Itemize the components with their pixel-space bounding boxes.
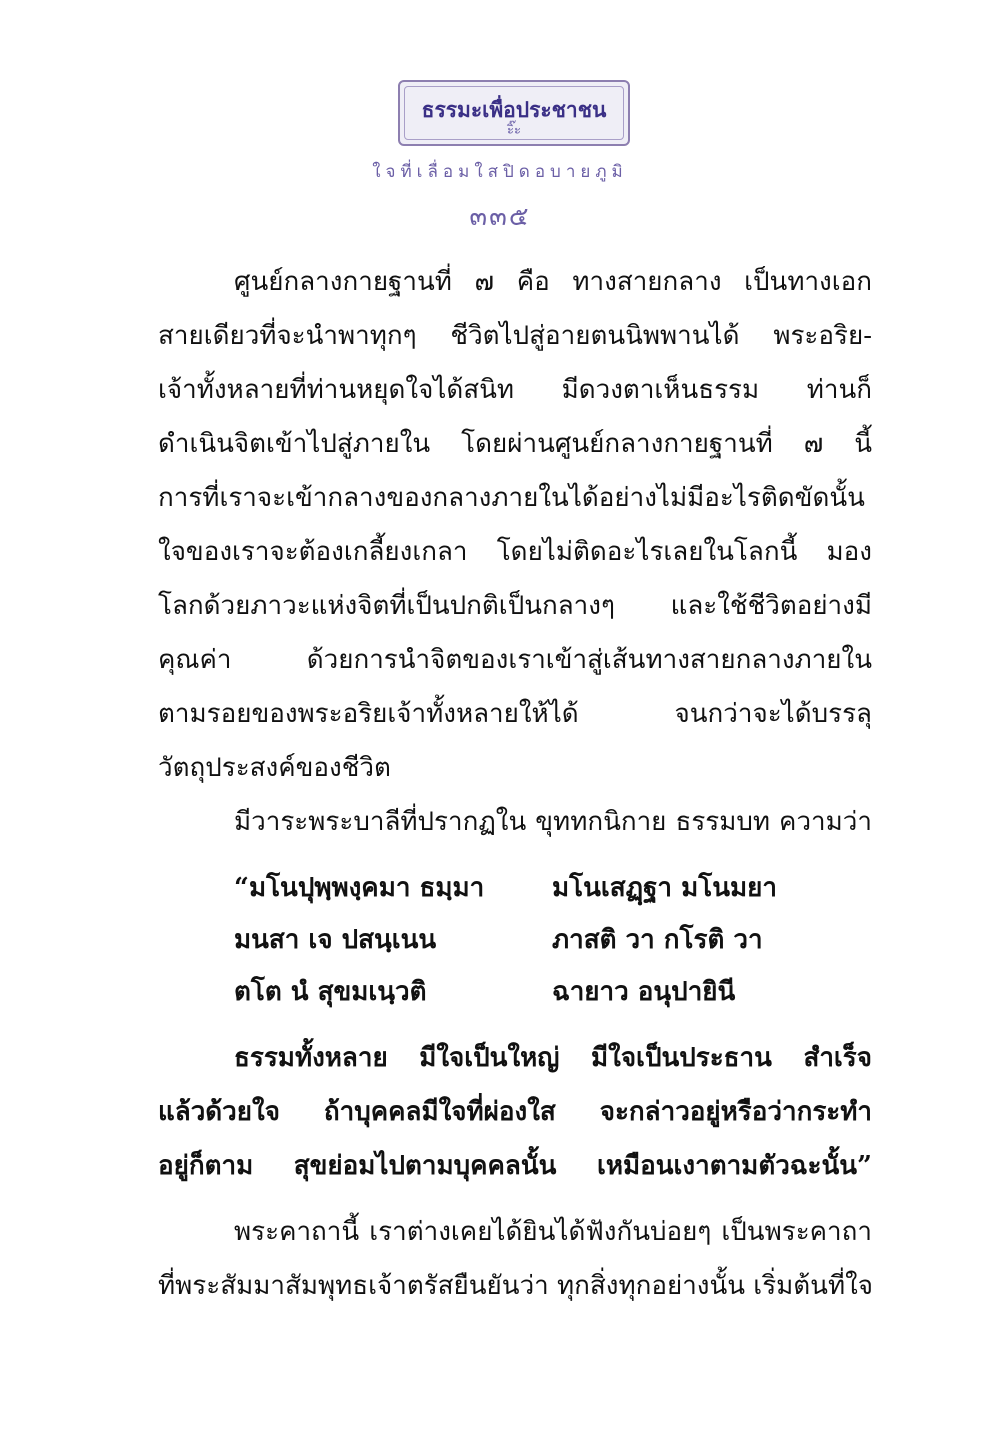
chapter-subtitle: ใจที่เลื่อมใสปิดอบายภูมิ [372, 162, 628, 182]
verse-right: ภาสติ วา กโรติ วา [552, 925, 763, 955]
paragraph-2-line: ที่พระสัมมาสัมพุทธเจ้าตรัสยืนยันว่า ทุกสิ่งทุกอย่างนั้น เริ่มต้นที่ใจ [158, 1271, 874, 1301]
verse-left: มนสา เจ ปสนฺเนน [234, 925, 437, 955]
verse-right: มโนเสฏฺฐา มโนมยา [552, 873, 777, 903]
verse-right: ฉายาว อนุปายินี [552, 977, 736, 1007]
paragraph-1-line: ตามรอยของพระอริยเจ้าทั้งหลายให้ได้ จนกว่าจะได้บรรลุ [158, 699, 872, 729]
page-number: ๓๓๕ [469, 202, 531, 232]
logo-ornament-icon: ะิ๊ะ [507, 123, 521, 138]
paragraph-1-line: วัตถุประสงค์ของชีวิต [158, 753, 391, 783]
pali-intro-line: มีวาระพระบาลีที่ปรากฏใน ขุททกนิกาย ธรรมบท ความว่า [234, 807, 872, 837]
paragraph-1-line: สายเดียวที่จะนำพาทุกๆ ชีวิตไปสู่อายตนนิพพานได้ พระอริย- [158, 321, 872, 351]
logo-text: ธรรมะเพื่อประชาชน [421, 98, 607, 122]
paragraph-2-line: พระคาถานี้ เราต่างเคยได้ยินได้ฟังกันบ่อยๆ เป็นพระคาถา [234, 1217, 872, 1247]
paragraph-1-line: เจ้าทั้งหลายที่ท่านหยุดใจได้สนิท มีดวงตาเห็นธรรม ท่านก็ [158, 375, 872, 405]
paragraph-1-line: โลกด้วยภาวะแห่งจิตที่เป็นปกติเป็นกลางๆ และใช้ชีวิตอย่างมี [158, 591, 872, 621]
verse-left: “มโนปุพฺพงฺคมา ธมฺมา [234, 873, 485, 903]
paragraph-1-line: คุณค่า ด้วยการนำจิตของเราเข้าสู่เส้นทางสายกลางภายใน [158, 645, 872, 675]
translation-line: ธรรมทั้งหลาย มีใจเป็นใหญ่ มีใจเป็นประธาน สำเร็จ [234, 1043, 872, 1073]
translation-line: อยู่ก็ตาม สุขย่อมไปตามบุคคลนั้น เหมือนเงาตามตัวฉะนั้น” [158, 1151, 872, 1181]
paragraph-1-line: ศูนย์กลางกายฐานที่ ๗ คือ ทางสายกลาง เป็นทางเอก [234, 267, 872, 297]
paragraph-1-line: ใจของเราจะต้องเกลี้ยงเกลา โดยไม่ติดอะไรเลยในโลกนี้ มอง [158, 537, 872, 567]
header-logo [398, 80, 630, 146]
verse-left: ตโต นํ สุขมเนฺวติ [234, 977, 427, 1007]
translation-line: แล้วด้วยใจ ถ้าบุคคลมีใจที่ผ่องใส จะกล่าวอยู่หรือว่ากระทำ [158, 1097, 872, 1127]
paragraph-1-line: การที่เราจะเข้ากลางของกลางภายในได้อย่างไม่มีอะไรติดขัดนั้น [158, 483, 865, 513]
paragraph-1-line: ดำเนินจิตเข้าไปสู่ภายใน โดยผ่านศูนย์กลางกายฐานที่ ๗ นี้ [158, 429, 872, 459]
